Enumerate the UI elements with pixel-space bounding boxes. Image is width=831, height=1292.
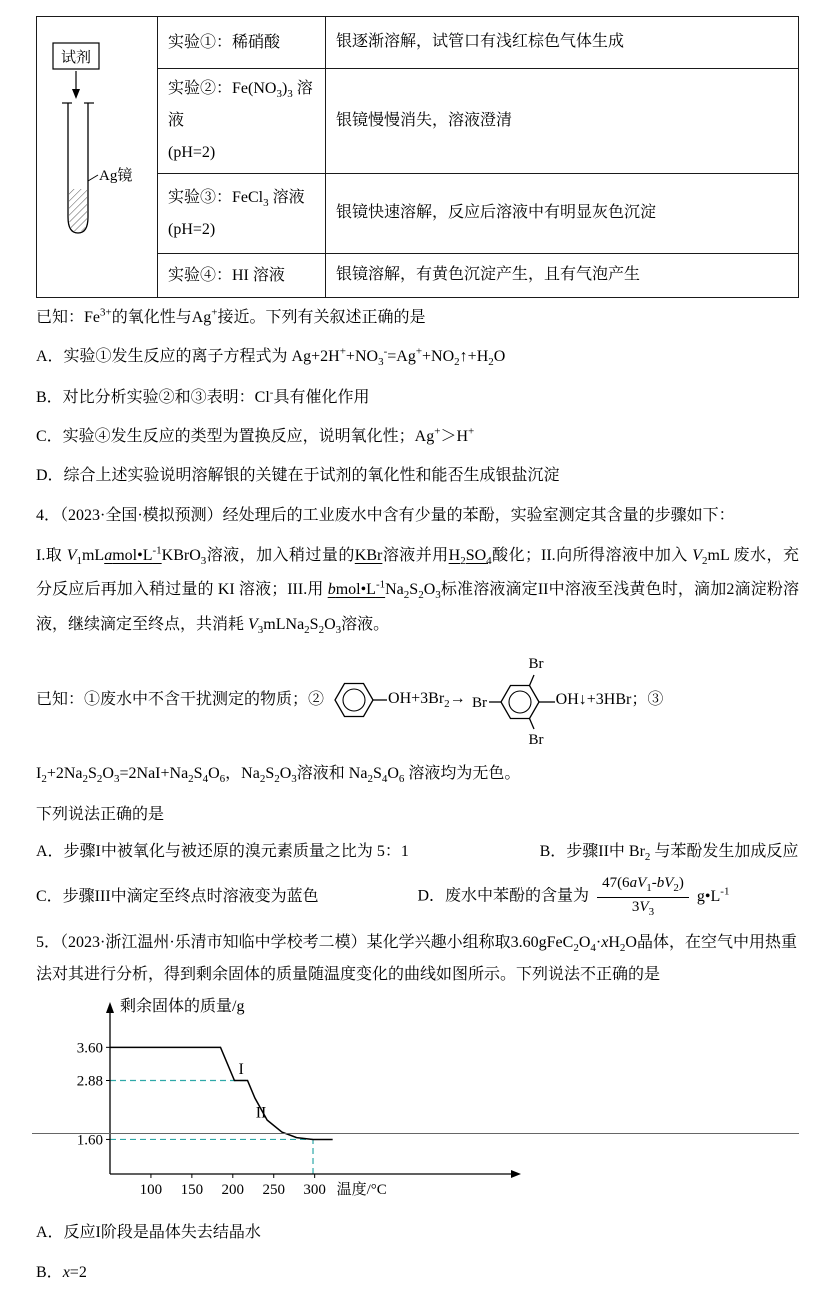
q3-known-statement: 已知：$Fe^{3+}$的氧化性与Ag+接近。下列有关叙述正确的是 bbox=[36, 306, 426, 327]
thermogravimetry-chart bbox=[54, 996, 524, 1208]
q4-option-b: B．步骤II中 $Br_2$ 与苯酚发生加成反应 bbox=[539, 843, 799, 864]
q3-option-b: B．对比分析实验②和③表明：Cl-具有催化作用 bbox=[36, 386, 370, 406]
q4-known-prefix: 已知：①废水中不含干扰测定的物质；② bbox=[36, 691, 325, 709]
experiment-cell-2: 实验②：$Fe(NO_3)_3$ 溶液 (pH=2) bbox=[158, 69, 326, 174]
q4-option-a: A．步骤I中被氧化与被还原的溴元素质量之比为 5：1 bbox=[36, 843, 409, 861]
q4-option-d-suffix: $g•L^{-1}$ bbox=[696, 885, 730, 905]
q5-stem: 5．（2023·浙江温州·乐清市知临中学校考二模）某化学兴趣小组称取$3.60gFeC_2O_4\cdot xH_2O$晶体，在空气中用热重法对其进行分析，得到剩余固体的质量随温度变化的曲线如图所示。下列说法不正确的是 bbox=[36, 933, 797, 984]
q4-procedure: I.取 $V_1mLamol•L^{-1}KBrO_3$溶液，加入稍过量的KBr溶液并用$H_2SO_4$酸化；II.向所得溶液中加入 $V_2mL$ 废水，充分反应后再加入稍过量的 KI 溶液；III.用 $bmol•L^{-1}Na_2S_2O_3$标准溶液滴定II中溶液至浅黄色时，滴加2滴淀粉溶液，继续滴定至终点，共消耗 $V_3mLNa_2S_2O_3$溶液。 bbox=[36, 544, 799, 636]
test-tube-figure bbox=[47, 39, 147, 271]
q4-prompt: 下列说法正确的是 bbox=[36, 805, 165, 823]
svg-text:1.60: 1.60 bbox=[76, 1132, 103, 1149]
experiment-cell-3: 实验③：FeCl$_3$ 溶液 (pH=2) bbox=[158, 174, 326, 254]
q3-option-c: C．实验④发生反应的类型为置换反应，说明氧化性；Ag+＞H+ bbox=[36, 425, 475, 446]
observation-cell-3: 银镜快速溶解，反应后溶液中有明显灰色沉淀 bbox=[326, 174, 799, 254]
silver-mirror-region bbox=[69, 189, 87, 232]
svg-text:150: 150 bbox=[180, 1182, 204, 1199]
reagent-label: 试剂 bbox=[60, 49, 92, 66]
svg-text:200: 200 bbox=[221, 1182, 245, 1199]
q4-known-equation bbox=[36, 646, 799, 754]
experiment-cell-1: 实验①：稀硝酸 bbox=[158, 17, 326, 69]
page-bottom-rule bbox=[32, 1133, 799, 1134]
svg-text:温度/°C: 温度/°C bbox=[336, 1182, 387, 1199]
experiment-table bbox=[36, 16, 799, 298]
br-bottom-label: Br bbox=[528, 732, 544, 749]
br-top-label: Br bbox=[528, 656, 544, 673]
svg-text:100: 100 bbox=[139, 1182, 163, 1199]
thermogravimetry-chart-wrap bbox=[54, 996, 799, 1213]
q5-option-b: B．x=2 bbox=[36, 1263, 87, 1281]
svg-text:2.88: 2.88 bbox=[76, 1073, 103, 1090]
q5-option-a: A．反应I阶段是晶体失去结晶水 bbox=[36, 1224, 261, 1242]
table-row bbox=[37, 17, 799, 69]
q4-option-d bbox=[418, 874, 730, 920]
q4-stem: 4．（2023·全国·模拟预测）经处理后的工业废水中含有少量的苯酚，实验室测定其含量的步骤如下： bbox=[36, 506, 735, 524]
svg-text:剩余固体的质量/g: 剩余固体的质量/g bbox=[120, 998, 245, 1016]
observation-cell-2: 银镜慢慢消失，溶液澄清 bbox=[326, 69, 799, 174]
svg-text:I: I bbox=[238, 1061, 244, 1079]
q4-option-d-prefix: D．废水中苯酚的含量为 bbox=[417, 887, 590, 905]
experiment-cell-4: 实验④：HI 溶液 bbox=[158, 254, 326, 298]
q3-option-a: A．实验①发生反应的离子方程式为 $Ag+2H^++NO_3^-=Ag^++NO_2↑+H_2O$ bbox=[36, 346, 506, 369]
q4-iodine-equation: $I_2+2Na_2S_2O_3=2NaI+Na_2S_4O_6$，$Na_2S_2O_3$溶液和 $Na_2S_4O_6$ 溶液均为无色。 bbox=[36, 765, 521, 786]
svg-text:3.60: 3.60 bbox=[76, 1040, 103, 1057]
fraction-denominator: $3V_3$ bbox=[631, 898, 655, 918]
svg-text:300: 300 bbox=[303, 1182, 326, 1199]
phenol-content-fraction bbox=[597, 874, 689, 920]
apparatus-figure-cell bbox=[37, 17, 158, 298]
q4-reaction-suffix: OH↓+3HBr；③ bbox=[555, 691, 664, 709]
observation-cell-1: 银逐渐溶解，试管口有浅红棕色气体生成 bbox=[326, 17, 799, 69]
q4-option-c: C．步骤III中滴定至终点时溶液变为蓝色 bbox=[36, 887, 319, 905]
q4-options-ab bbox=[36, 834, 799, 871]
phenol-structure-icon bbox=[324, 671, 388, 729]
svg-text:250: 250 bbox=[262, 1182, 285, 1199]
fraction-numerator: $47(6aV_1-bV_2)$ bbox=[597, 874, 689, 898]
svg-text:II: II bbox=[255, 1104, 267, 1122]
mirror-label: Ag镜 bbox=[99, 167, 133, 184]
q3-option-d: D．综合上述实验说明溶解银的关键在于试剂的氧化性和能否生成银盐沉淀 bbox=[36, 467, 560, 485]
tribromophenol-structure-icon bbox=[466, 650, 556, 750]
q4-options-cd bbox=[36, 871, 799, 923]
br-left-label: Br bbox=[471, 695, 487, 712]
q4-reaction-middle: $OH+3Br_2\to$ bbox=[388, 690, 466, 711]
observation-cell-4: 银镜溶解，有黄色沉淀产生，且有气泡产生 bbox=[326, 254, 799, 298]
